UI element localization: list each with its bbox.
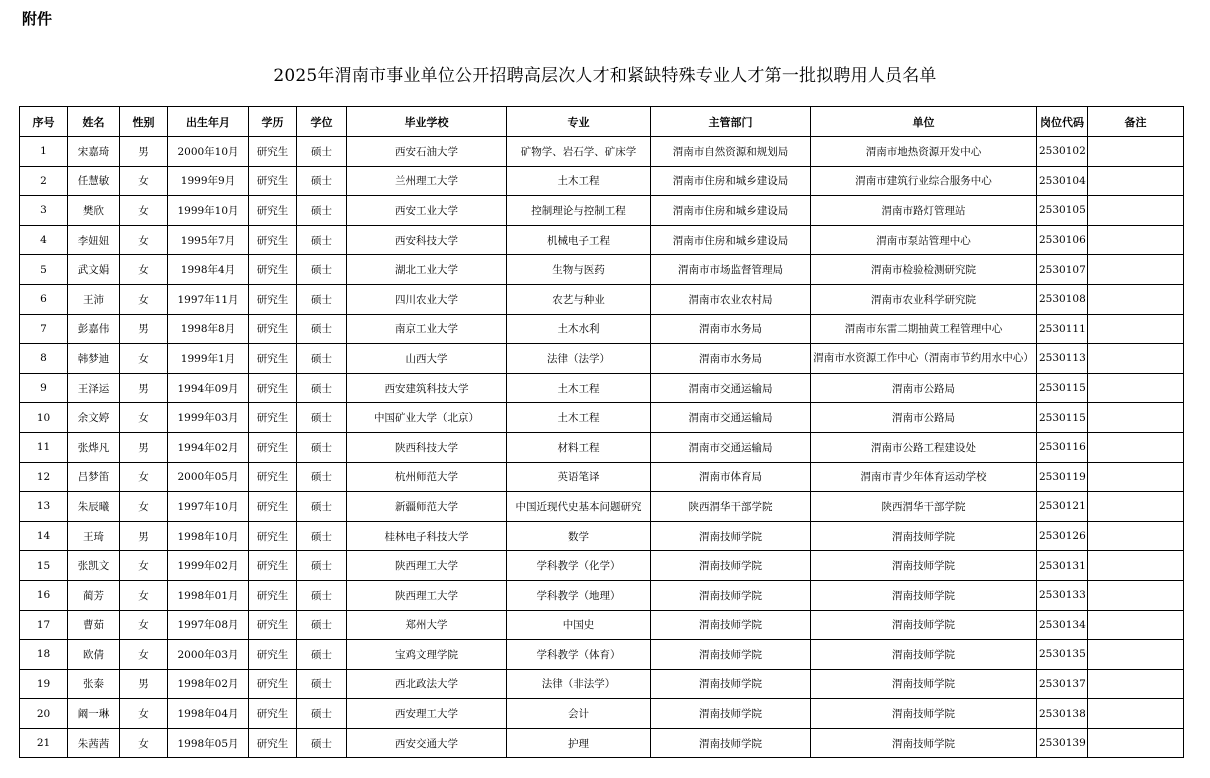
cell-school: 兰州理工大学	[347, 166, 507, 196]
table-row	[20, 492, 1184, 522]
cell-person-name: 朱茜茜	[68, 728, 120, 758]
cell-birth-date: 1998年04月	[168, 699, 249, 729]
cell-major: 学科教学（地理）	[507, 580, 651, 610]
cell-birth-date: 2000年03月	[168, 640, 249, 670]
cell-position-code: 2530135	[1037, 640, 1088, 670]
cell-education: 研究生	[249, 640, 297, 670]
cell-unit: 渭南市检验检测研究院	[811, 255, 1037, 285]
cell-remarks	[1088, 521, 1184, 551]
cell-unit: 渭南技师学院	[811, 610, 1037, 640]
cell-education: 研究生	[249, 225, 297, 255]
cell-school: 陕西理工大学	[347, 580, 507, 610]
table-row	[20, 551, 1184, 581]
cell-unit: 渭南市农业科学研究院	[811, 284, 1037, 314]
cell-remarks	[1088, 255, 1184, 285]
cell-person-name: 樊欣	[68, 196, 120, 226]
cell-birth-date: 2000年10月	[168, 137, 249, 167]
cell-person-name: 朱辰曦	[68, 492, 120, 522]
cell-major: 法律（法学）	[507, 344, 651, 374]
cell-row-index: 8	[20, 344, 68, 374]
cell-school: 西安科技大学	[347, 225, 507, 255]
table-row	[20, 462, 1184, 492]
cell-birth-date: 1998年8月	[168, 314, 249, 344]
cell-education: 研究生	[249, 432, 297, 462]
cell-unit: 陕西渭华干部学院	[811, 492, 1037, 522]
cell-position-code: 2530134	[1037, 610, 1088, 640]
cell-department: 渭南市住房和城乡建设局	[651, 225, 811, 255]
cell-major: 土木工程	[507, 373, 651, 403]
cell-person-name: 王琦	[68, 521, 120, 551]
table-row	[20, 166, 1184, 196]
table-row	[20, 699, 1184, 729]
cell-row-index: 3	[20, 196, 68, 226]
cell-position-code: 2530138	[1037, 699, 1088, 729]
attachment-label: 附件	[22, 10, 53, 28]
cell-education: 研究生	[249, 580, 297, 610]
candidate-table	[19, 106, 1184, 758]
cell-row-index: 20	[20, 699, 68, 729]
cell-birth-date: 1998年02月	[168, 669, 249, 699]
cell-department: 渭南市市场监督管理局	[651, 255, 811, 285]
cell-birth-date: 1997年10月	[168, 492, 249, 522]
cell-unit: 渭南市公路工程建设处	[811, 432, 1037, 462]
cell-row-index: 17	[20, 610, 68, 640]
cell-gender: 女	[120, 403, 168, 433]
cell-person-name: 宋嘉琦	[68, 137, 120, 167]
cell-degree: 硕士	[297, 462, 347, 492]
cell-degree: 硕士	[297, 373, 347, 403]
table-row	[20, 521, 1184, 551]
cell-education: 研究生	[249, 462, 297, 492]
cell-education: 研究生	[249, 521, 297, 551]
cell-major: 土木工程	[507, 403, 651, 433]
table-row	[20, 284, 1184, 314]
cell-degree: 硕士	[297, 403, 347, 433]
table-row	[20, 580, 1184, 610]
cell-unit: 渭南技师学院	[811, 521, 1037, 551]
cell-department: 渭南市农业农村局	[651, 284, 811, 314]
cell-person-name: 阚一琳	[68, 699, 120, 729]
header-col-degree: 学位	[297, 107, 347, 137]
cell-school: 陕西理工大学	[347, 551, 507, 581]
cell-degree: 硕士	[297, 166, 347, 196]
cell-degree: 硕士	[297, 196, 347, 226]
cell-unit: 渭南市公路局	[811, 403, 1037, 433]
cell-remarks	[1088, 225, 1184, 255]
cell-gender: 女	[120, 610, 168, 640]
cell-position-code: 2530139	[1037, 728, 1088, 758]
cell-remarks	[1088, 314, 1184, 344]
cell-degree: 硕士	[297, 137, 347, 167]
cell-department: 渭南技师学院	[651, 669, 811, 699]
header-col-birth: 出生年月	[168, 107, 249, 137]
cell-unit: 渭南市路灯管理站	[811, 196, 1037, 226]
cell-birth-date: 1994年02月	[168, 432, 249, 462]
cell-remarks	[1088, 728, 1184, 758]
header-col-name: 姓名	[68, 107, 120, 137]
cell-education: 研究生	[249, 314, 297, 344]
cell-position-code: 2530111	[1037, 314, 1088, 344]
table-row	[20, 403, 1184, 433]
cell-education: 研究生	[249, 137, 297, 167]
cell-school: 郑州大学	[347, 610, 507, 640]
cell-person-name: 彭嘉伟	[68, 314, 120, 344]
table-row	[20, 137, 1184, 167]
cell-school: 宝鸡文理学院	[347, 640, 507, 670]
cell-degree: 硕士	[297, 551, 347, 581]
cell-education: 研究生	[249, 403, 297, 433]
cell-school: 新疆师范大学	[347, 492, 507, 522]
cell-row-index: 5	[20, 255, 68, 285]
cell-gender: 女	[120, 344, 168, 374]
cell-degree: 硕士	[297, 521, 347, 551]
cell-birth-date: 1997年11月	[168, 284, 249, 314]
cell-department: 渭南市体育局	[651, 462, 811, 492]
cell-school: 西安理工大学	[347, 699, 507, 729]
cell-birth-date: 1995年7月	[168, 225, 249, 255]
cell-education: 研究生	[249, 551, 297, 581]
cell-department: 陕西渭华干部学院	[651, 492, 811, 522]
cell-person-name: 吕梦笛	[68, 462, 120, 492]
cell-row-index: 16	[20, 580, 68, 610]
cell-department: 渭南技师学院	[651, 728, 811, 758]
cell-row-index: 10	[20, 403, 68, 433]
cell-row-index: 19	[20, 669, 68, 699]
cell-major: 机械电子工程	[507, 225, 651, 255]
cell-remarks	[1088, 432, 1184, 462]
cell-education: 研究生	[249, 699, 297, 729]
cell-row-index: 12	[20, 462, 68, 492]
cell-person-name: 武文娟	[68, 255, 120, 285]
cell-remarks	[1088, 462, 1184, 492]
header-col-school: 毕业学校	[347, 107, 507, 137]
cell-gender: 女	[120, 728, 168, 758]
cell-unit: 渭南市东雷二期抽黄工程管理中心	[811, 314, 1037, 344]
cell-birth-date: 1998年01月	[168, 580, 249, 610]
cell-major: 法律（非法学）	[507, 669, 651, 699]
cell-major: 英语笔译	[507, 462, 651, 492]
cell-row-index: 14	[20, 521, 68, 551]
cell-unit: 渭南技师学院	[811, 699, 1037, 729]
header-col-education: 学历	[249, 107, 297, 137]
cell-birth-date: 1999年02月	[168, 551, 249, 581]
table-row	[20, 728, 1184, 758]
cell-degree: 硕士	[297, 699, 347, 729]
cell-remarks	[1088, 373, 1184, 403]
cell-unit: 渭南技师学院	[811, 551, 1037, 581]
cell-department: 渭南市交通运输局	[651, 432, 811, 462]
cell-person-name: 张凯文	[68, 551, 120, 581]
header-col-major: 专业	[507, 107, 651, 137]
cell-person-name: 李妞妞	[68, 225, 120, 255]
header-col-gender: 性别	[120, 107, 168, 137]
cell-education: 研究生	[249, 728, 297, 758]
cell-unit: 渭南市公路局	[811, 373, 1037, 403]
cell-row-index: 15	[20, 551, 68, 581]
cell-birth-date: 1999年10月	[168, 196, 249, 226]
table-row	[20, 196, 1184, 226]
cell-position-code: 2530121	[1037, 492, 1088, 522]
cell-department: 渭南技师学院	[651, 551, 811, 581]
cell-gender: 男	[120, 521, 168, 551]
cell-major: 中国史	[507, 610, 651, 640]
header-col-index: 序号	[20, 107, 68, 137]
cell-department: 渭南市交通运输局	[651, 373, 811, 403]
cell-remarks	[1088, 610, 1184, 640]
cell-remarks	[1088, 699, 1184, 729]
cell-degree: 硕士	[297, 255, 347, 285]
cell-row-index: 18	[20, 640, 68, 670]
cell-person-name: 王泽运	[68, 373, 120, 403]
cell-row-index: 4	[20, 225, 68, 255]
cell-birth-date: 1999年1月	[168, 344, 249, 374]
table-row	[20, 373, 1184, 403]
cell-unit: 渭南技师学院	[811, 669, 1037, 699]
cell-gender: 男	[120, 669, 168, 699]
cell-row-index: 7	[20, 314, 68, 344]
cell-gender: 女	[120, 640, 168, 670]
cell-row-index: 1	[20, 137, 68, 167]
cell-degree: 硕士	[297, 284, 347, 314]
cell-row-index: 6	[20, 284, 68, 314]
cell-degree: 硕士	[297, 492, 347, 522]
cell-remarks	[1088, 196, 1184, 226]
cell-major: 农艺与种业	[507, 284, 651, 314]
cell-unit: 渭南市泵站管理中心	[811, 225, 1037, 255]
cell-education: 研究生	[249, 669, 297, 699]
cell-row-index: 13	[20, 492, 68, 522]
cell-education: 研究生	[249, 492, 297, 522]
cell-education: 研究生	[249, 196, 297, 226]
cell-position-code: 2530113	[1037, 344, 1088, 374]
cell-degree: 硕士	[297, 728, 347, 758]
cell-remarks	[1088, 580, 1184, 610]
cell-person-name: 任慧敏	[68, 166, 120, 196]
cell-school: 西安交通大学	[347, 728, 507, 758]
cell-department: 渭南市水务局	[651, 314, 811, 344]
cell-position-code: 2530133	[1037, 580, 1088, 610]
cell-department: 渭南市自然资源和规划局	[651, 137, 811, 167]
cell-education: 研究生	[249, 373, 297, 403]
cell-remarks	[1088, 551, 1184, 581]
table-header-row	[20, 107, 1184, 137]
cell-position-code: 2530106	[1037, 225, 1088, 255]
cell-department: 渭南市住房和城乡建设局	[651, 166, 811, 196]
cell-major: 控制理论与控制工程	[507, 196, 651, 226]
cell-birth-date: 1999年03月	[168, 403, 249, 433]
cell-remarks	[1088, 137, 1184, 167]
cell-department: 渭南市水务局	[651, 344, 811, 374]
cell-remarks	[1088, 166, 1184, 196]
cell-major: 学科教学（体育）	[507, 640, 651, 670]
cell-position-code: 2530131	[1037, 551, 1088, 581]
cell-school: 西安建筑科技大学	[347, 373, 507, 403]
cell-unit: 渭南技师学院	[811, 728, 1037, 758]
cell-birth-date: 1994年09月	[168, 373, 249, 403]
table-row	[20, 225, 1184, 255]
cell-position-code: 2530115	[1037, 403, 1088, 433]
cell-birth-date: 1998年10月	[168, 521, 249, 551]
cell-major: 中国近现代史基本问题研究	[507, 492, 651, 522]
cell-remarks	[1088, 492, 1184, 522]
cell-major: 护理	[507, 728, 651, 758]
cell-person-name: 欧倩	[68, 640, 120, 670]
cell-unit: 渭南市水资源工作中心（渭南市节约用水中心）	[811, 344, 1037, 374]
cell-position-code: 2530102	[1037, 137, 1088, 167]
cell-school: 陕西科技大学	[347, 432, 507, 462]
cell-position-code: 2530137	[1037, 669, 1088, 699]
header-col-unit: 单位	[811, 107, 1037, 137]
cell-major: 会计	[507, 699, 651, 729]
cell-gender: 女	[120, 255, 168, 285]
cell-remarks	[1088, 344, 1184, 374]
cell-major: 矿物学、岩石学、矿床学	[507, 137, 651, 167]
cell-remarks	[1088, 669, 1184, 699]
cell-birth-date: 1998年4月	[168, 255, 249, 285]
cell-school: 桂林电子科技大学	[347, 521, 507, 551]
table-row	[20, 344, 1184, 374]
page-title: 2025年渭南市事业单位公开招聘高层次人才和紧缺特殊专业人才第一批拟聘用人员名单	[273, 66, 937, 86]
header-col-department: 主管部门	[651, 107, 811, 137]
cell-remarks	[1088, 403, 1184, 433]
cell-row-index: 2	[20, 166, 68, 196]
cell-education: 研究生	[249, 284, 297, 314]
cell-department: 渭南市交通运输局	[651, 403, 811, 433]
cell-unit: 渭南市建筑行业综合服务中心	[811, 166, 1037, 196]
cell-major: 学科教学（化学）	[507, 551, 651, 581]
cell-school: 西安工业大学	[347, 196, 507, 226]
cell-gender: 女	[120, 166, 168, 196]
cell-remarks	[1088, 640, 1184, 670]
cell-degree: 硕士	[297, 225, 347, 255]
header-col-position-code: 岗位代码	[1037, 107, 1088, 137]
cell-education: 研究生	[249, 166, 297, 196]
cell-person-name: 王沛	[68, 284, 120, 314]
cell-school: 杭州师范大学	[347, 462, 507, 492]
cell-gender: 女	[120, 580, 168, 610]
cell-position-code: 2530107	[1037, 255, 1088, 285]
cell-gender: 女	[120, 492, 168, 522]
cell-education: 研究生	[249, 610, 297, 640]
cell-unit: 渭南技师学院	[811, 640, 1037, 670]
cell-degree: 硕士	[297, 610, 347, 640]
cell-position-code: 2530104	[1037, 166, 1088, 196]
cell-school: 南京工业大学	[347, 314, 507, 344]
cell-position-code: 2530115	[1037, 373, 1088, 403]
cell-gender: 男	[120, 137, 168, 167]
cell-school: 西北政法大学	[347, 669, 507, 699]
cell-gender: 女	[120, 196, 168, 226]
header-col-remarks: 备注	[1088, 107, 1184, 137]
cell-department: 渭南技师学院	[651, 580, 811, 610]
cell-degree: 硕士	[297, 344, 347, 374]
cell-school: 山西大学	[347, 344, 507, 374]
cell-birth-date: 1997年08月	[168, 610, 249, 640]
table-row	[20, 640, 1184, 670]
cell-birth-date: 1999年9月	[168, 166, 249, 196]
cell-major: 土木水利	[507, 314, 651, 344]
cell-person-name: 张泰	[68, 669, 120, 699]
cell-row-index: 21	[20, 728, 68, 758]
cell-degree: 硕士	[297, 580, 347, 610]
cell-unit: 渭南市地热资源开发中心	[811, 137, 1037, 167]
cell-major: 土木工程	[507, 166, 651, 196]
cell-school: 中国矿业大学（北京）	[347, 403, 507, 433]
cell-position-code: 2530108	[1037, 284, 1088, 314]
cell-major: 材料工程	[507, 432, 651, 462]
cell-person-name: 蔺芳	[68, 580, 120, 610]
cell-gender: 女	[120, 284, 168, 314]
cell-position-code: 2530105	[1037, 196, 1088, 226]
cell-education: 研究生	[249, 255, 297, 285]
cell-position-code: 2530116	[1037, 432, 1088, 462]
cell-gender: 女	[120, 699, 168, 729]
cell-row-index: 9	[20, 373, 68, 403]
cell-birth-date: 1998年05月	[168, 728, 249, 758]
table-body	[20, 137, 1184, 758]
cell-department: 渭南市住房和城乡建设局	[651, 196, 811, 226]
cell-row-index: 11	[20, 432, 68, 462]
cell-department: 渭南技师学院	[651, 610, 811, 640]
cell-department: 渭南技师学院	[651, 521, 811, 551]
cell-school: 西安石油大学	[347, 137, 507, 167]
cell-unit: 渭南市青少年体育运动学校	[811, 462, 1037, 492]
cell-gender: 女	[120, 551, 168, 581]
cell-person-name: 张烨凡	[68, 432, 120, 462]
cell-department: 渭南技师学院	[651, 699, 811, 729]
table-row	[20, 255, 1184, 285]
table-row	[20, 610, 1184, 640]
cell-major: 数学	[507, 521, 651, 551]
cell-department: 渭南技师学院	[651, 640, 811, 670]
cell-degree: 硕士	[297, 640, 347, 670]
cell-degree: 硕士	[297, 669, 347, 699]
cell-position-code: 2530126	[1037, 521, 1088, 551]
cell-gender: 男	[120, 432, 168, 462]
cell-education: 研究生	[249, 344, 297, 374]
cell-gender: 女	[120, 225, 168, 255]
cell-position-code: 2530119	[1037, 462, 1088, 492]
table-row	[20, 669, 1184, 699]
cell-degree: 硕士	[297, 314, 347, 344]
cell-person-name: 曹茹	[68, 610, 120, 640]
table-row	[20, 432, 1184, 462]
cell-remarks	[1088, 284, 1184, 314]
cell-person-name: 余文婷	[68, 403, 120, 433]
cell-gender: 男	[120, 373, 168, 403]
cell-gender: 男	[120, 314, 168, 344]
cell-major: 生物与医药	[507, 255, 651, 285]
cell-person-name: 韩梦迪	[68, 344, 120, 374]
cell-school: 湖北工业大学	[347, 255, 507, 285]
cell-school: 四川农业大学	[347, 284, 507, 314]
cell-birth-date: 2000年05月	[168, 462, 249, 492]
cell-gender: 女	[120, 462, 168, 492]
cell-degree: 硕士	[297, 432, 347, 462]
cell-unit: 渭南技师学院	[811, 580, 1037, 610]
table-row	[20, 314, 1184, 344]
